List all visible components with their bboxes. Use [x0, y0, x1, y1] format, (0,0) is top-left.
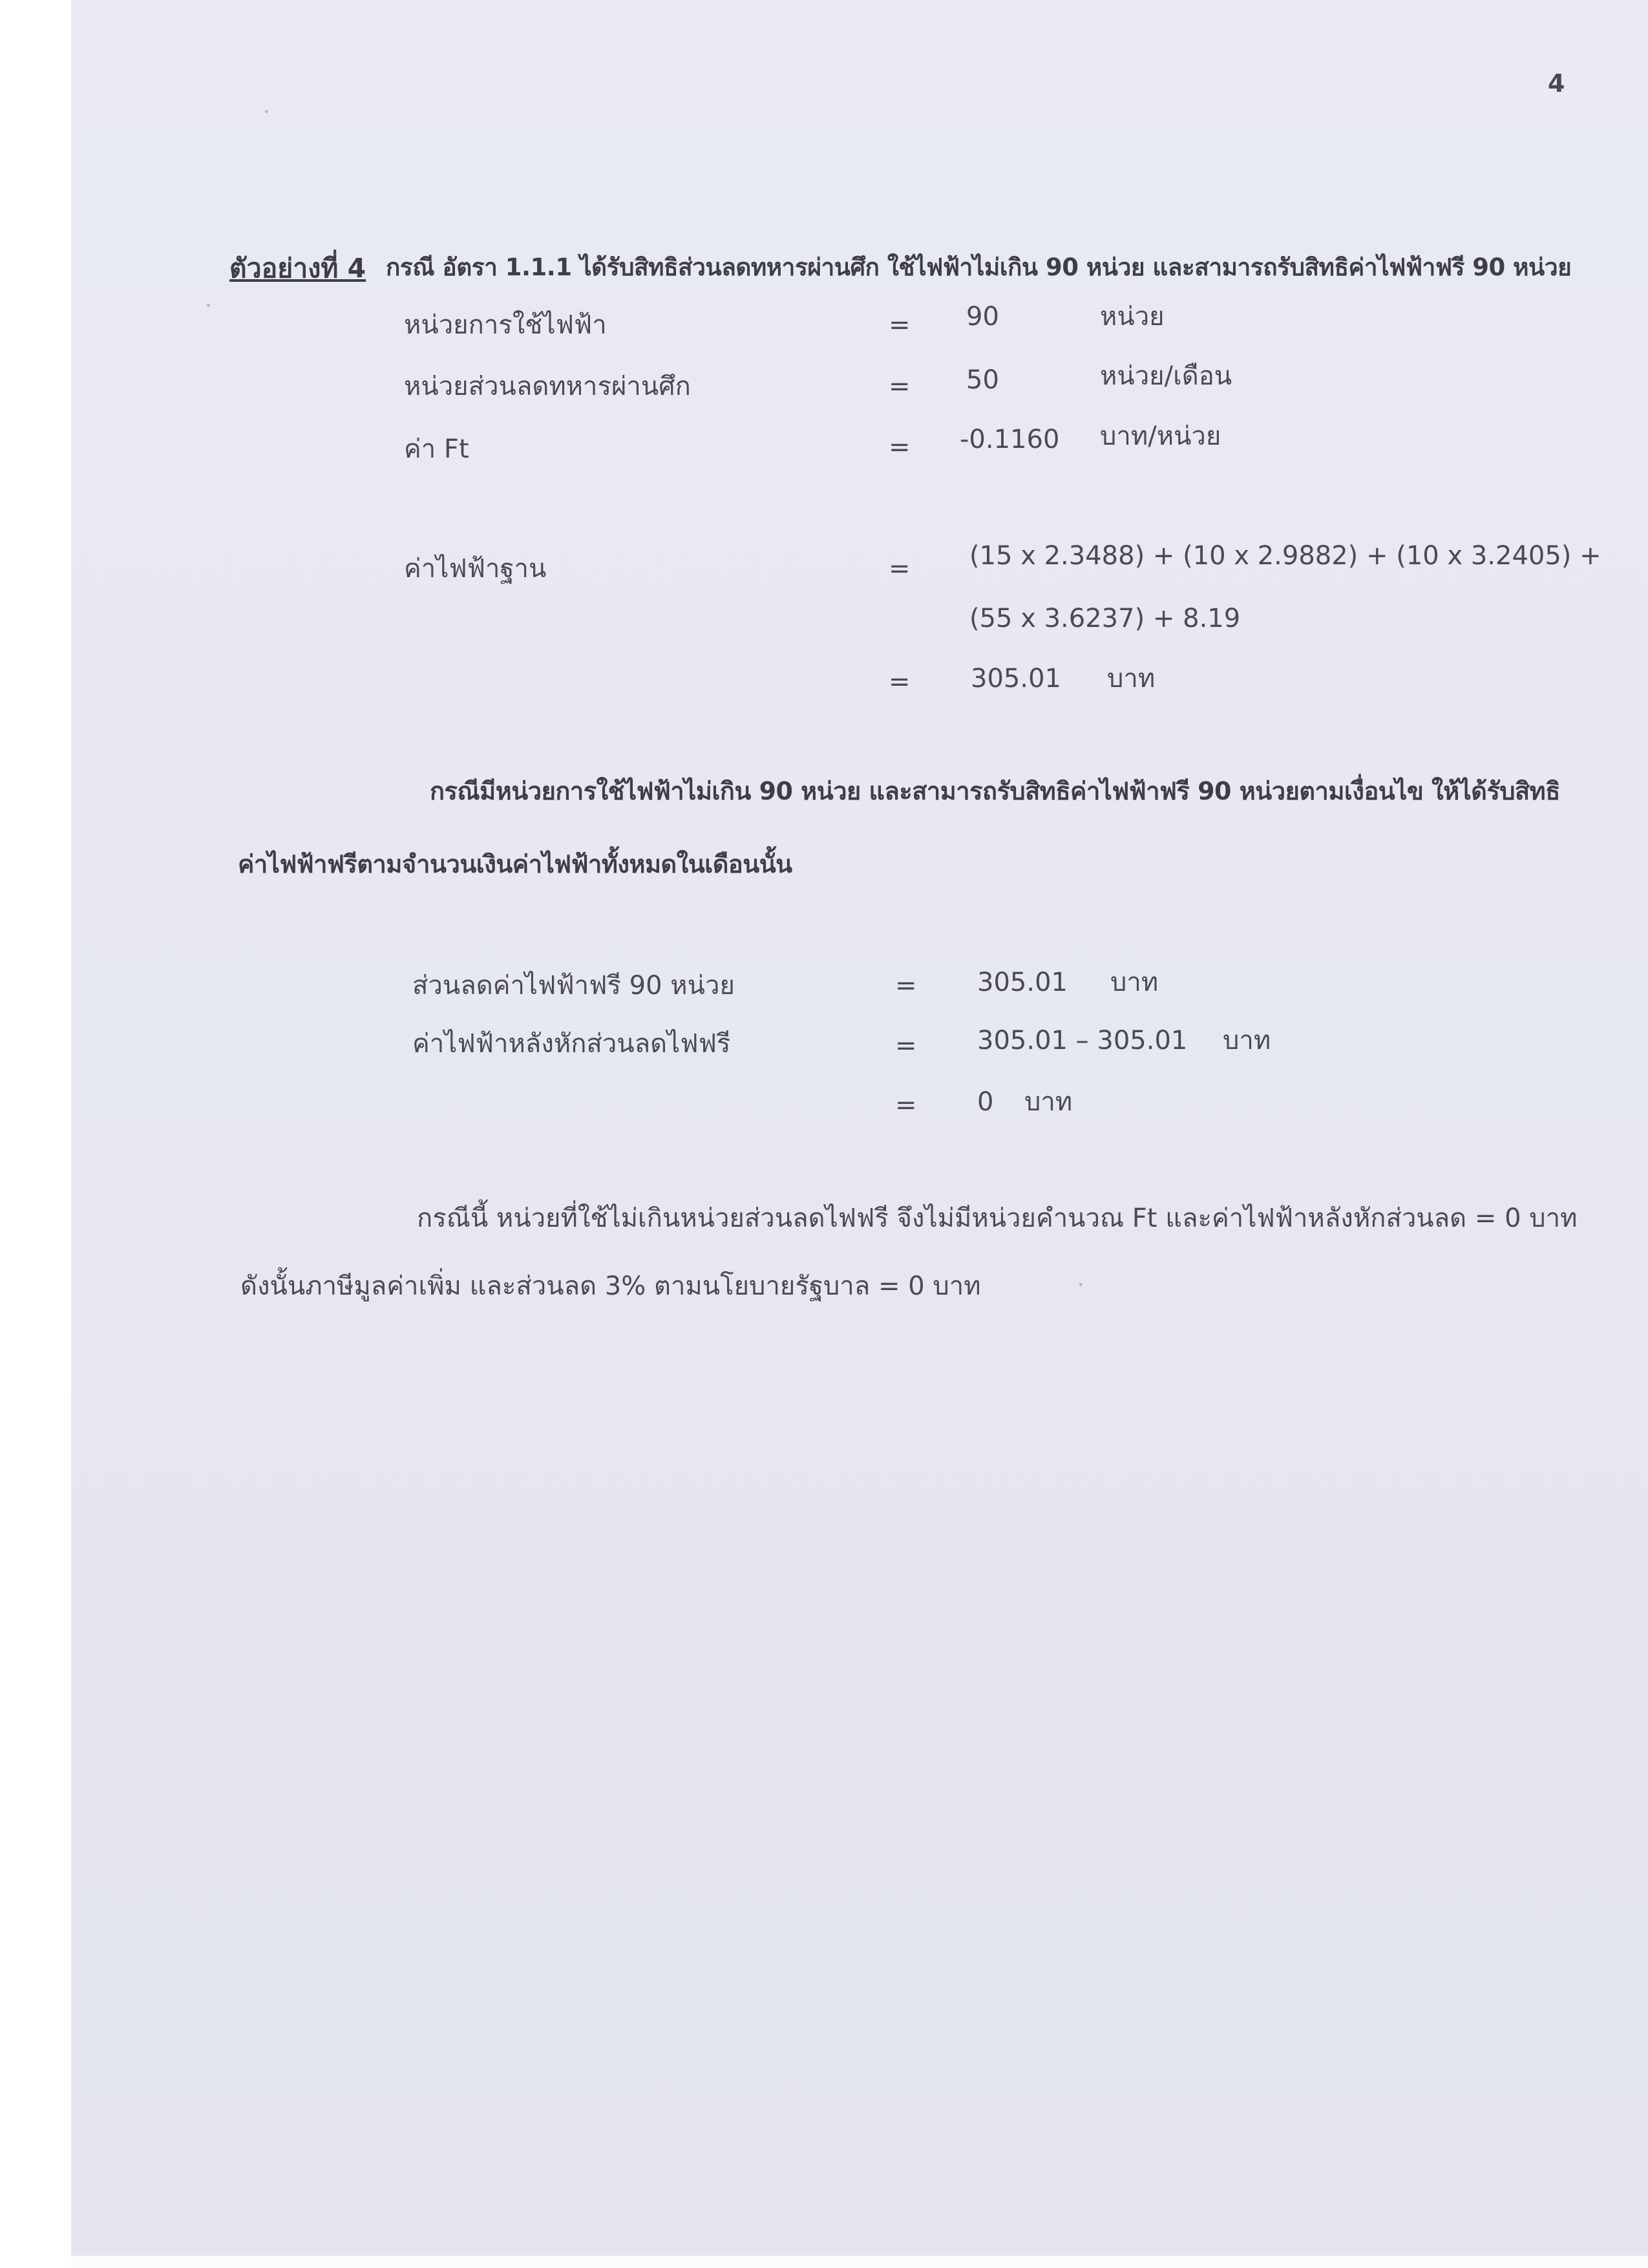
- page-number: 4: [1548, 69, 1565, 98]
- base-charge-label: ค่าไฟฟ้าฐาน: [404, 554, 547, 584]
- base-charge-formula-line2: (55 x 3.6237) + 8.19: [969, 604, 1241, 633]
- input-value-units: 90: [966, 302, 999, 332]
- discount-result: 0: [977, 1087, 994, 1117]
- scan-speck: [265, 110, 268, 113]
- input-value-veteran-discount: 50: [966, 365, 999, 395]
- scan-speck: [1079, 1283, 1083, 1286]
- base-charge-formula-line1: (15 x 2.3488) + (10 x 2.9882) + (10 x 3.2405) +: [969, 541, 1601, 571]
- paragraph2-line2: ดังนั้นภาษีมูลค่าเพิ่ม และส่วนลด 3% ตามนโยบายรัฐบาล = 0 บาท: [240, 1271, 981, 1301]
- discount-value-free-units: 305.01: [977, 968, 1068, 997]
- scan-speck: [207, 304, 210, 307]
- base-charge-result-unit: บาท: [1107, 664, 1156, 694]
- discount-value-after: 305.01 – 305.01: [977, 1026, 1188, 1055]
- equals-sign: =: [889, 554, 911, 584]
- discount-label-after: ค่าไฟฟ้าหลังหักส่วนลดไฟฟรี: [412, 1029, 731, 1059]
- document-page: [71, 0, 1648, 2256]
- discount-unit-after: บาท: [1223, 1026, 1271, 1055]
- scan-margin: [0, 0, 71, 2268]
- equals-sign: =: [895, 1090, 917, 1120]
- equals-sign: =: [889, 310, 911, 340]
- input-label-ft: ค่า Ft: [404, 434, 469, 464]
- paragraph1-line1: กรณีมีหน่วยการใช้ไฟฟ้าไม่เกิน 90 หน่วย และสามารถรับสิทธิค่าไฟฟ้าฟรี 90 หน่วยตามเงื่อนไข ให้ได้รับสิทธิ: [430, 777, 1560, 805]
- discount-unit-free-units: บาท: [1110, 968, 1159, 997]
- paragraph2-line1: กรณีนี้ หน่วยที่ใช้ไม่เกินหน่วยส่วนลดไฟฟรี จึงไม่มีหน่วยคำนวณ Ft และค่าไฟฟ้าหลังหักส่วนลด = 0 บาท: [417, 1203, 1578, 1233]
- base-charge-result: 305.01: [971, 664, 1061, 694]
- example-heading: กรณี อัตรา 1.1.1 ได้รับสิทธิส่วนลดทหารผ่านศึก ใช้ไฟฟ้าไม่เกิน 90 หน่วย และสามารถรับสิทธิค่าไฟฟ้าฟรี 90 หน่วย: [386, 253, 1572, 281]
- example-label: ตัวอย่างที่ 4: [229, 253, 366, 284]
- input-unit-veteran-discount: หน่วย/เดือน: [1100, 361, 1232, 391]
- equals-sign: =: [895, 971, 917, 1001]
- input-value-ft: -0.1160: [960, 425, 1060, 454]
- equals-sign: =: [889, 667, 911, 697]
- discount-result-unit: บาท: [1024, 1087, 1073, 1117]
- input-label-veteran-discount: หน่วยส่วนลดทหารผ่านศึก: [404, 372, 691, 401]
- equals-sign: =: [889, 372, 911, 401]
- input-label-units: หน่วยการใช้ไฟฟ้า: [404, 310, 607, 340]
- equals-sign: =: [889, 432, 911, 462]
- discount-label-free-units: ส่วนลดค่าไฟฟ้าฟรี 90 หน่วย: [412, 971, 735, 1001]
- input-unit-units: หน่วย: [1100, 302, 1165, 332]
- equals-sign: =: [895, 1031, 917, 1061]
- input-unit-ft: บาท/หน่วย: [1100, 421, 1221, 451]
- paragraph1-line2: ค่าไฟฟ้าฟรีตามจำนวนเงินค่าไฟฟ้าทั้งหมดในเดือนนั้น: [238, 850, 792, 878]
